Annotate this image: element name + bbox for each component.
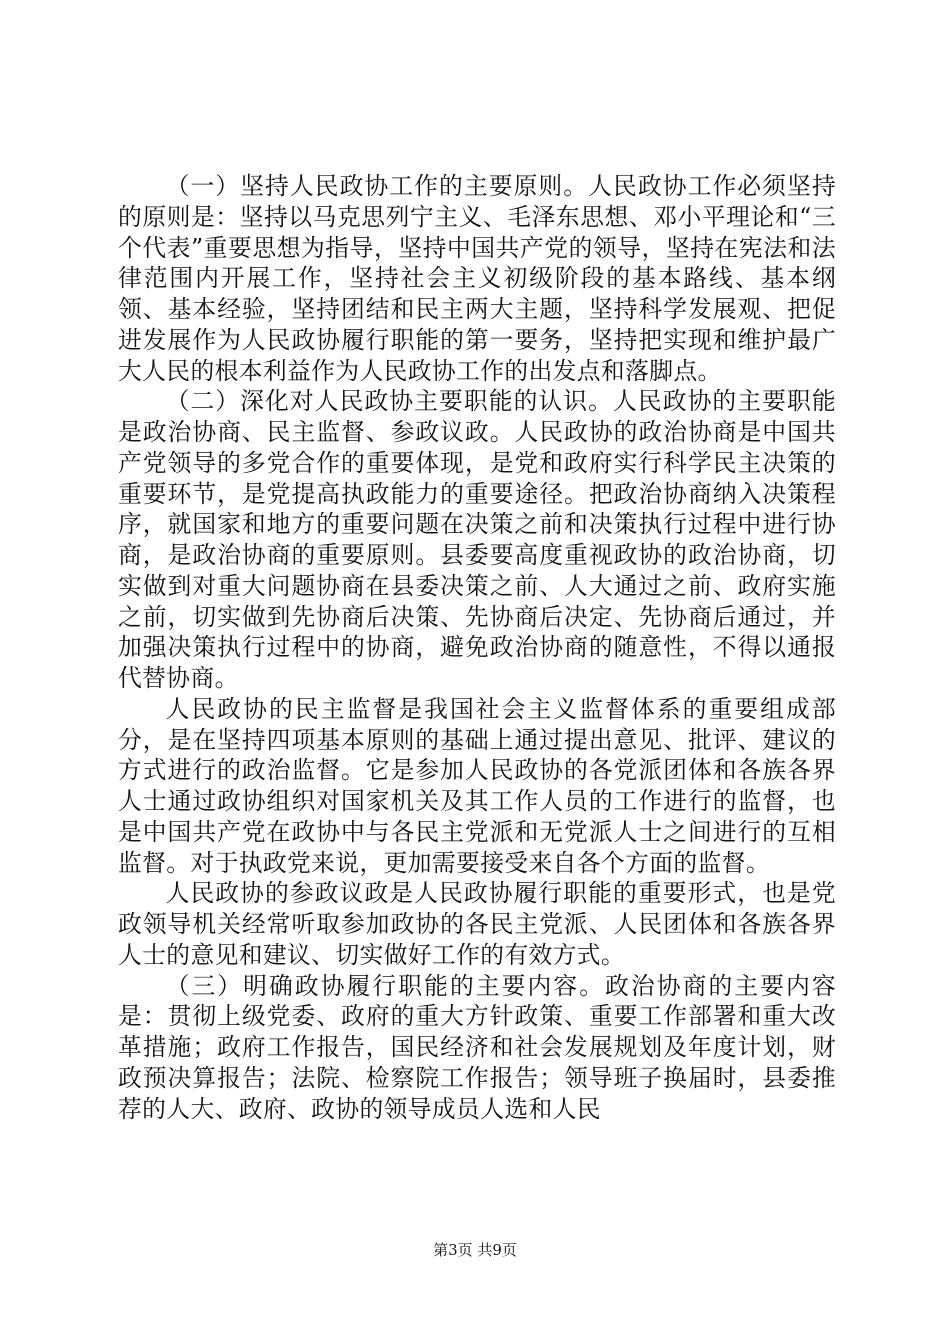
paragraph-participation: 人民政协的参政议政是人民政协履行职能的重要形式，也是党政领导机关经常听取参加政协的各民主党派、人民团体和各族各界人士的意见和建议、切实做好工作的有效方式。: [118, 879, 836, 969]
document-body: [118, 171, 836, 1124]
paragraph-democratic-supervision: 人民政协的民主监督是我国社会主义监督体系的重要组成部分，是在坚持四项基本原则的基础上通过提出意见、批评、建议的方式进行的政治监督。它是参加人民政协的各党派团体和各族各界人士通过政协组织对国家机关及其工作人员的工作进行的监督，也是中国共产党在政协中与各民主党派和无党派人士之间进行的互相监督。对于执政党来说，更加需要接受来自各个方面的监督。: [118, 694, 836, 877]
paragraph-functions: （二）深化对人民政协主要职能的认识。人民政协的主要职能是政治协商、民主监督、参政议政。人民政协的政治协商是中国共产党领导的多党合作的重要体现，是党和政府实行科学民主决策的重要环节，是党提高执政能力的重要途径。把政治协商纳入决策程序，就国家和地方的重要问题在决策之前和决策执行过程中进行协商，是政治协商的重要原则。县委要高度重视政协的政治协商，切实做到对重大问题协商在县委决策之前、人大通过之前、政府实施之前，切实做到先协商后决策、先协商后决定、先协商后通过，并加强决策执行过程中的协商，避免政治协商的随意性，不得以通报代替协商。: [118, 387, 836, 692]
paragraph-principles: （一）坚持人民政协工作的主要原则。人民政协工作必须坚持的原则是：坚持以马克思列宁主义、毛泽东思想、邓小平理论和“三个代表”重要思想为指导，坚持中国共产党的领导，坚持在宪法和法律范围内开展工作，坚持社会主义初级阶段的基本路线、基本纲领、基本经验，坚持团结和民主两大主题，坚持科学发展观、把促进发展作为人民政协履行职能的第一要务，坚持把实现和维护最广大人民的根本利益作为人民政协工作的出发点和落脚点。: [118, 172, 836, 385]
paragraph-main-content: （三）明确政协履行职能的主要内容。政治协商的主要内容是：贯彻上级党委、政府的重大方针政策、重要工作部署和重大改革措施；政府工作报告，国民经济和社会发展规划及年度计划，财政预决算报告；法院、检察院工作报告；领导班子换届时，县委推荐的人大、政府、政协的领导成员人选和人民: [118, 971, 836, 1123]
page-footer: 第3页 共9页: [433, 1241, 517, 1259]
